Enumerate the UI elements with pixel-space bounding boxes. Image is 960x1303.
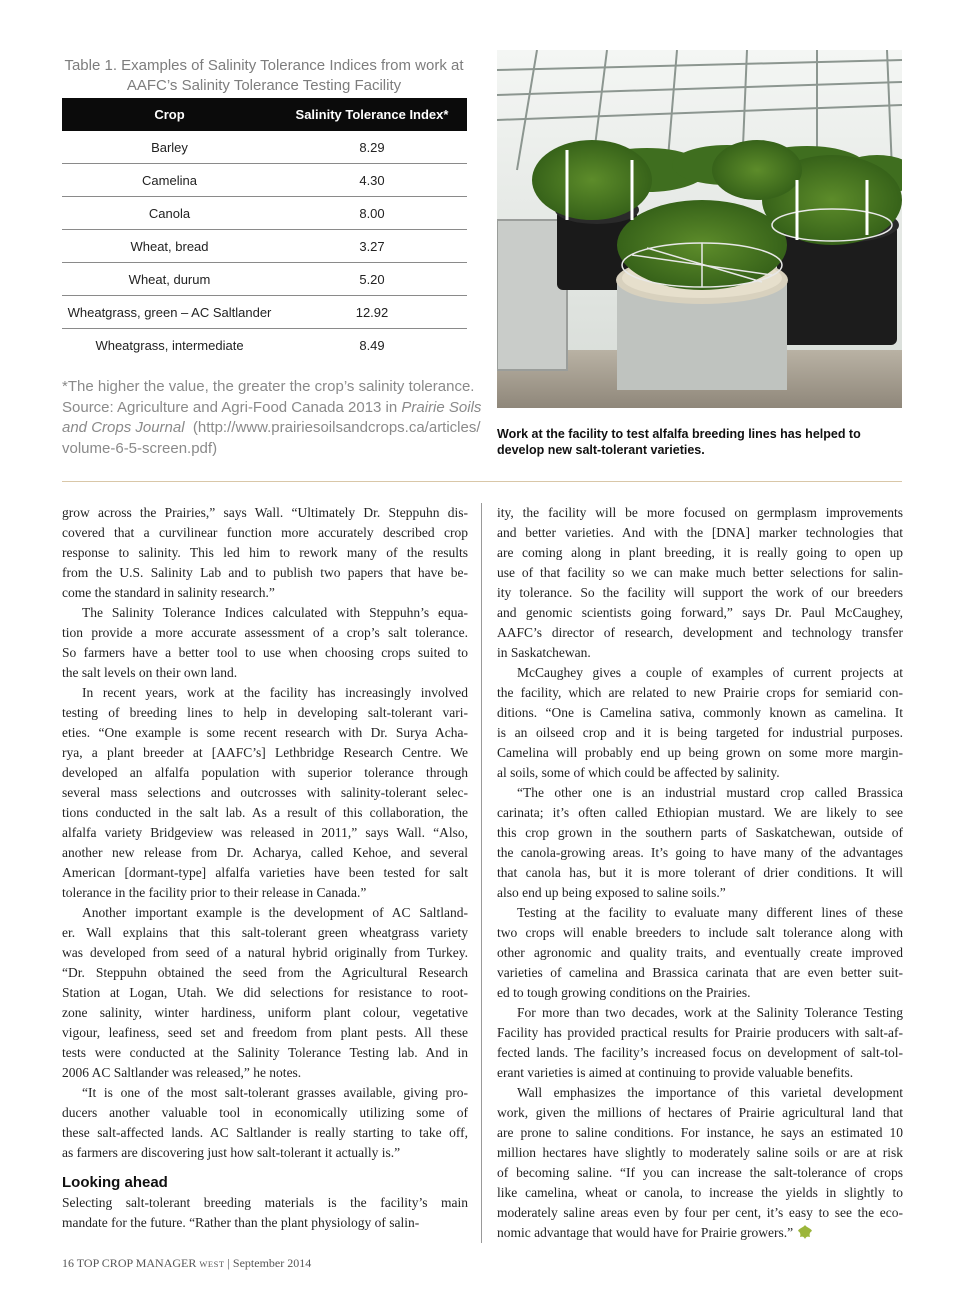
text-line: In recent years, work at the facility has increasingly involved <box>82 685 468 700</box>
text-line: is an oilseed crop and it is being targeted for industrial purposes. <box>497 725 903 740</box>
text-line: testing of breeding lines to help in developing salt-tolerant vari- <box>62 705 468 720</box>
text-line: developed an alfalfa population with superior tolerance through <box>62 765 468 780</box>
article-paragraph <box>62 1083 468 1163</box>
text-line: the salt levels on their own land. <box>62 665 238 680</box>
table-row <box>62 230 467 263</box>
text-line: two crops will enable breeders to include salt tolerance along with <box>497 925 903 940</box>
section-subhead: Looking ahead <box>62 1174 168 1191</box>
table-caption <box>62 56 466 96</box>
table-row <box>62 164 467 197</box>
column-rule <box>481 503 482 1243</box>
text-line: The Salinity Tolerance Indices calculated with Steppuhn’s equa- <box>82 605 468 620</box>
footnote-url-b: volume-6-5-screen.pdf) <box>62 439 218 457</box>
text-line: AAFC’s director of research, development and technology transfer <box>497 625 903 640</box>
text-line: For more than two decades, work at the Salinity Tolerance Testing <box>517 1005 903 1020</box>
text-line: also end up being exposed to saline soils.” <box>497 885 726 900</box>
text-line: mandate for the future. “Rather than the plant physiology of salin- <box>62 1215 420 1230</box>
index-cell: 3.27 <box>277 230 467 263</box>
text-line: ity, the facility will be more focused on germplasm improvements <box>497 505 903 520</box>
article-left-column <box>62 503 468 1233</box>
text-line: tion provide a more accurate assessment of a crop’s salt tolerance. <box>62 625 468 640</box>
text-line: “It is one of the most salt-tolerant grasses available, giving pro- <box>82 1085 468 1100</box>
photo-caption-line-2: develop new salt-tolerant varieties. <box>497 443 705 457</box>
text-line: So farmers have a better tool to use when choosing crops suited to <box>62 645 468 660</box>
index-cell: 5.20 <box>277 263 467 296</box>
text-line: use of that facility so we can make much better selections for salin- <box>497 565 903 580</box>
footnote-journal-a: Prairie Soils <box>401 398 482 416</box>
text-line: and genomic scientists going forward,” says Dr. Paul McCaughey, <box>497 605 903 620</box>
text-line: from the U.S. Salinity Lab and to publish two papers that have be- <box>62 565 468 580</box>
crop-cell: Camelina <box>62 164 277 197</box>
article-paragraph <box>62 1193 468 1233</box>
page-folio <box>62 1256 311 1271</box>
table-row <box>62 296 467 329</box>
index-cell: 8.49 <box>359 337 385 353</box>
text-line: of becoming saline. “If you can increase the salt-tolerance of crops <box>497 1165 903 1180</box>
text-line: Facility has provided practical results for Prairie producers with salt-af- <box>497 1025 903 1040</box>
article-paragraph <box>497 1003 903 1083</box>
text-line: al soils, some of which could be affected by salinity. <box>497 765 780 780</box>
text-line: covered that a curvilinear function more accurately described crop <box>62 525 468 540</box>
crop-cell: Barley <box>62 131 277 164</box>
article-right-column <box>497 503 903 1243</box>
text-line: as farmers are discovering just how salt-tolerant it actually is.” <box>62 1145 401 1160</box>
header-salinity-index: Salinity Tolerance Index* <box>277 98 467 131</box>
table-row <box>62 263 467 296</box>
header-crop: Crop <box>62 98 277 131</box>
table-caption-line-2: AAFC’s Salinity Tolerance Testing Facility <box>126 77 402 94</box>
table-footnote <box>62 377 482 459</box>
text-line: alfalfa variety Bridgeview was released in 2011,” says Wall. “Also, <box>62 825 468 840</box>
table-caption-line-1: Table 1. Examples of Salinity Tolerance Indices from work at <box>64 57 464 74</box>
text-line: tions conducted in the salt lab. As a result of this collaboration, the <box>62 805 468 820</box>
article-paragraph <box>62 503 468 603</box>
text-line: the facility, which are related to new Prairie crops for semiarid con- <box>497 685 903 700</box>
text-line: ducers another valuable tool in economically utilizing some of <box>62 1105 468 1120</box>
text-line: the canola-growing areas. It’s going to have many of the advantages <box>497 845 903 860</box>
crop-cell: Wheat, bread <box>62 230 277 263</box>
text-line: “The other one is an industrial mustard crop called Brassica <box>517 785 903 800</box>
text-line: that canola has, but it is more tolerant of drier conditions. It will <box>497 865 903 880</box>
article-paragraph <box>497 903 903 1003</box>
article-paragraph <box>497 503 903 663</box>
table-row <box>62 329 467 362</box>
text-line: carinata; it’s often called Ethiopian mustard. We are likely to see <box>497 805 903 820</box>
text-line: in Saskatchewan. <box>497 645 591 660</box>
text-line: moderately saline areas even by four per cent, it’s easy to see the eco- <box>497 1205 903 1220</box>
footnote-url-a: (http://www.prairiesoilsandcrops.ca/articles/ <box>192 419 481 436</box>
photo-caption-line-1: Work at the facility to test alfalfa breeding lines has helped to <box>497 427 861 441</box>
crop-cell: Canola <box>62 197 277 230</box>
text-line: varieties of camelina and Brassica carinata that are even better suit- <box>497 965 903 980</box>
footnote-journal-b: and Crops Journal <box>62 419 185 436</box>
table-row <box>62 197 467 230</box>
photo-caption <box>497 426 917 458</box>
text-line: er. Wall explains that this salt-tolerant green wheatgrass variety <box>62 925 468 940</box>
crop-cell: Wheatgrass, green – AC Saltlander <box>62 296 277 329</box>
text-line: rya, a plant breeder at [AAFC’s] Lethbridge Research Centre. We <box>62 745 468 760</box>
text-line: American [dormant-type] alfalfa varieties have been tested for salt <box>62 865 468 880</box>
text-line: McCaughey gives a couple of examples of current projects at <box>517 665 903 680</box>
footnote-source: Source: Agriculture and Agri-Food Canada 2013 in <box>62 398 398 416</box>
text-line: ed to tough growing conditions on the Prairies. <box>497 985 751 1000</box>
text-line: and better varieties. And with the [DNA] marker technologies that <box>497 525 903 540</box>
article-paragraph <box>62 683 468 903</box>
text-line: Wall emphasizes the importance of this varietal development <box>517 1085 903 1100</box>
text-line: eties. “One example is some recent research with Dr. Surya Acha- <box>62 725 468 740</box>
text-line: Testing at the facility to evaluate many different lines of these <box>517 905 903 920</box>
text-line: like camelina, wheat or canola, to increase the yields in slightly to <box>497 1185 903 1200</box>
greenhouse-alfalfa-illustration <box>497 50 902 408</box>
crop-cell: Wheat, durum <box>62 263 277 296</box>
table-body <box>62 131 467 361</box>
index-cell: 8.29 <box>277 131 467 164</box>
article-paragraph <box>497 783 903 903</box>
text-line: ity tolerance. So the facility will support the work of our breeders <box>497 585 903 600</box>
text-line: work, given the millions of hectares of Prairie agricultural land that <box>497 1105 903 1120</box>
text-line: vigour, leafiness, seed set and freedom from plant pests. All these <box>62 1025 468 1040</box>
text-line: come the standard in salinity research.” <box>62 585 275 600</box>
end-leaf-icon <box>797 1224 813 1240</box>
crop-cell: Wheatgrass, intermediate <box>95 337 244 353</box>
text-line: was developed from seed of a natural hybrid originally from Turkey. <box>62 945 468 960</box>
magazine-edition: WEST <box>199 1259 225 1269</box>
magazine-name: TOP CROP MANAGER <box>76 1256 197 1270</box>
article-paragraph <box>497 1083 903 1243</box>
section-divider <box>62 481 902 482</box>
folio-separator: | <box>227 1256 230 1270</box>
text-line: Another important example is the development of AC Saltland- <box>82 905 468 920</box>
text-line: Station at Logan, Utah. We did selections for resistance to root- <box>62 985 468 1000</box>
text-line: another new release from Dr. Acharya, called Kehoe, and several <box>62 845 468 860</box>
footnote-line-1: *The higher the value, the greater the crop’s salinity tolerance. <box>62 378 475 395</box>
article-paragraph <box>62 903 468 1083</box>
text-line: tolerance in the facility prior to their release in Canada.” <box>62 885 367 900</box>
text-line: this crop grown in the southern parts of Saskatchewan, outside of <box>497 825 903 840</box>
text-line: other agronomic and quality traits, and eventually create improved <box>497 945 903 960</box>
text-line: grow across the Prairies,” says Wall. “Ultimately Dr. Steppuhn dis- <box>62 505 468 520</box>
text-line: are coming along in plant breeding, it is really going to open up <box>497 545 903 560</box>
text-line: ditions. “One is Camelina sativa, commonly known as camelina. It <box>497 705 903 720</box>
article-paragraph <box>497 663 903 783</box>
text-line: erant varieties is aimed at continuing to provide valuable benefits. <box>497 1065 854 1080</box>
table-header-row <box>62 98 467 131</box>
text-line: “Dr. Steppuhn obtained the seed from the Agricultural Research <box>62 965 468 980</box>
text-line: 2006 AC Saltlander was released,” he notes. <box>62 1065 302 1080</box>
article-paragraph <box>62 603 468 683</box>
greenhouse-photo <box>497 50 902 408</box>
issue-date: September 2014 <box>232 1256 312 1270</box>
salinity-table <box>62 98 467 361</box>
text-line: fected lands. The facility’s increased focus on development of salt-tol- <box>497 1045 903 1060</box>
text-line: tests were conducted at the Salinity Tolerance Testing lab. And in <box>62 1045 468 1060</box>
text-line: Selecting salt-tolerant breeding materials is the facility’s main <box>62 1195 468 1210</box>
text-line: nomic advantage that would have for Prairie growers.” <box>497 1223 903 1243</box>
page-number: 16 <box>62 1256 74 1270</box>
table-row <box>62 131 467 164</box>
text-line: several mass selections and outcrosses with salinity-tolerant selec- <box>62 785 468 800</box>
index-cell: 8.00 <box>277 197 467 230</box>
text-line: Camelina will probably end up being grown on some more margin- <box>497 745 903 760</box>
text-line: response to salinity. This led him to rework many of the results <box>62 545 468 560</box>
text-line: million hectares have slightly to moderately saline soils or are at risk <box>497 1145 903 1160</box>
text-line: zone salinity, winter hardiness, uniform plant colour, vegetative <box>62 1005 468 1020</box>
text-line: are prone to saline conditions. For instance, he says an estimated 10 <box>497 1125 903 1140</box>
index-cell: 4.30 <box>277 164 467 197</box>
text-line: these salt-affected lands. AC Saltlander is really starting to take off, <box>62 1125 468 1140</box>
index-cell: 12.92 <box>277 296 467 329</box>
